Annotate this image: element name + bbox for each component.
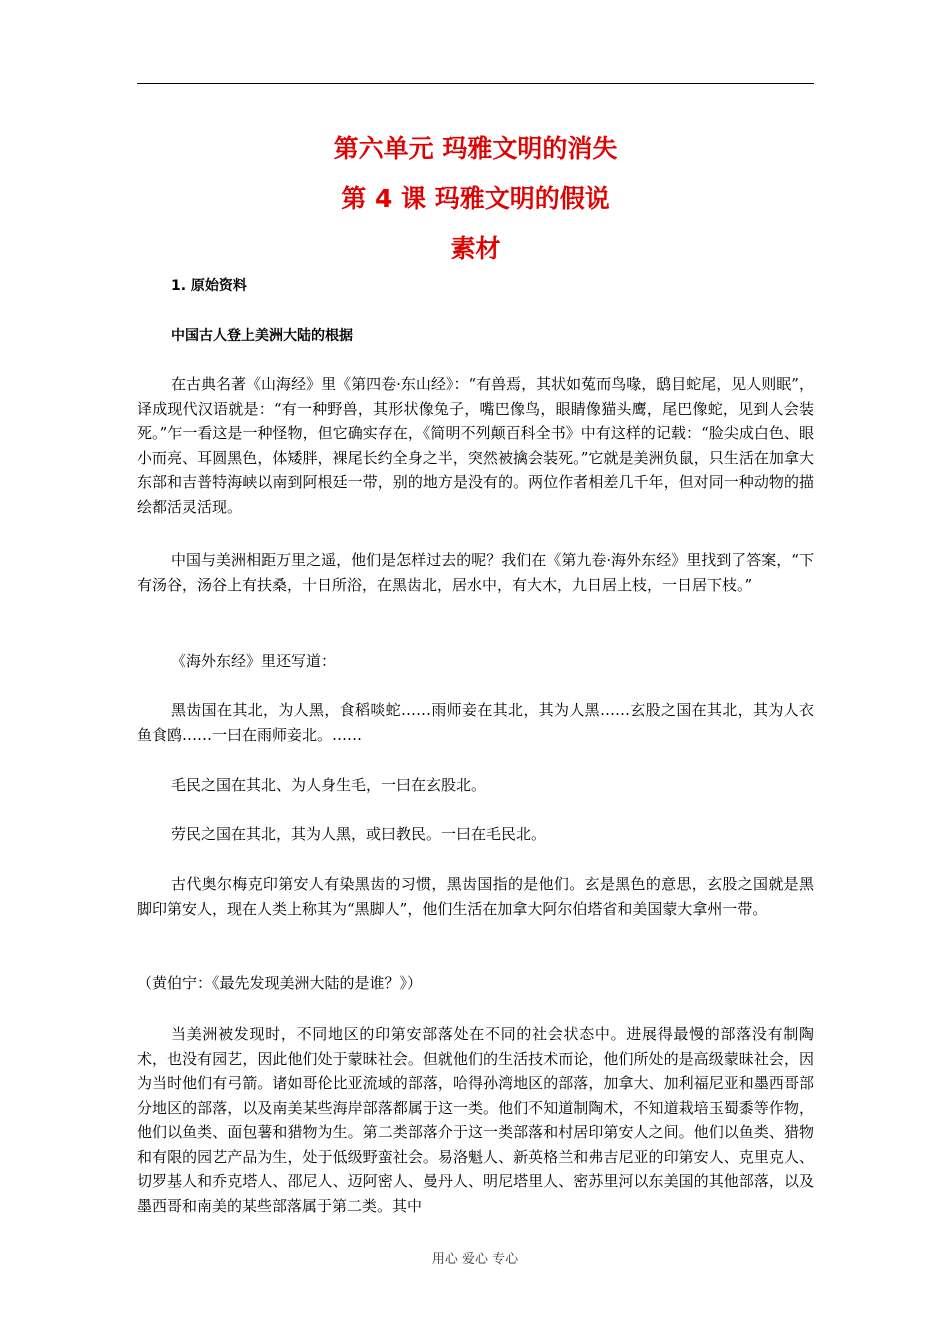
paragraph: 黑齿国在其北，为人黑，食稻啖蛇……雨师妾在其北，其为人黑……玄股之国在其北，其为人衣鱼食鸥……一曰在雨师妾北。……	[137, 701, 814, 744]
lesson-title: 第 4 课 玛雅文明的假说	[341, 184, 610, 213]
unit-title: 第六单元 玛雅文明的消失	[333, 134, 618, 163]
paragraph: 当美洲被发现时，不同地区的印第安部落处在不同的社会状态中。进展得最慢的部落没有制陶术，也没有园艺，因此他们处于蒙昧社会。但就他们的生活技术而论，他们所处的是高级蒙昧社会，因为当时他们有弓箭。诸如哥伦比亚流域的部落，哈得孙湾地区的部落，加拿大、加利福尼亚和墨西哥部分地区的部落，以及南美某些海岸部落都属于这一类。他们不知道制陶术，不知道栽培玉蜀黍等作物，他们以鱼类、面包薯和猎物为生。第二类部落介于这一类部落和村居印第安人之间。他们以鱼类、猎物和有限的园艺产品为生，处于低级野蛮社会。易洛魁人、新英格兰和弗吉尼亚的印第安人、克里克人、切罗基人和乔克塔人、邵尼人、迈阿密人、曼丹人、明尼塔里人、密苏里河以东美国的其他部落，以及墨西哥和南美的某些部落属于第二类。其中	[137, 1025, 814, 1215]
paragraph: 毛民之国在其北、为人身生毛，一曰在玄股北。	[171, 776, 487, 794]
paragraph: 《海外东经》里还写道：	[171, 652, 337, 670]
paragraph: 劳民之国在其北，其为人黑，或曰教民。一曰在毛民北。	[171, 825, 547, 843]
sub-heading: 中国古人登上美洲大陆的根据	[171, 328, 353, 344]
paragraph: 在古典名著《山海经》里《第四卷·东山经》：“有兽焉，其状如菟而鸟喙，鸱目蛇尾，见人则眠”，译成现代汉语就是：“有一种野兽，其形状像兔子，嘴巴像鸟，眼睛像猫头鹰，尾巴像蛇，见到人会装死。”乍一看这是一种怪物，但它确实存在，《简明不列颠百科全书》中有这样的记载：“脸尖成白色、眼小而亮、耳圆黑色，体矮胖，裸尾长约全身之半，突然被擒会装死。”它就是美洲负鼠，只生活在加拿大东部和吉普特海峡以南到阿根廷一带，别的地方是没有的。两位作者相差几千年，但对同一种动物的描绘都活灵活现。	[137, 375, 814, 516]
citation: （黄伯宁：《最先发现美洲大陆的是谁？》）	[137, 974, 423, 992]
header-rule	[137, 83, 814, 84]
page-footer: 用心 爱心 专心	[431, 1252, 519, 1267]
section-heading: 1. 原始资料	[171, 278, 247, 294]
paragraph: 中国与美洲相距万里之遥，他们是怎样过去的呢？我们在《第九卷·海外东经》里找到了答案，“下有汤谷，汤谷上有扶桑，十日所浴，在黑齿北，居水中，有大木，九日居上枝，一日居下枝。”	[137, 551, 814, 594]
material-title: 素材	[450, 234, 501, 263]
paragraph: 古代奥尔梅克印第安人有染黑齿的习惯，黑齿国指的是他们。玄是黑色的意思，玄股之国就是黑脚印第安人，现在人类上称其为“黑脚人”，他们生活在加拿大阿尔伯塔省和美国蒙大拿州一带。	[137, 875, 814, 918]
